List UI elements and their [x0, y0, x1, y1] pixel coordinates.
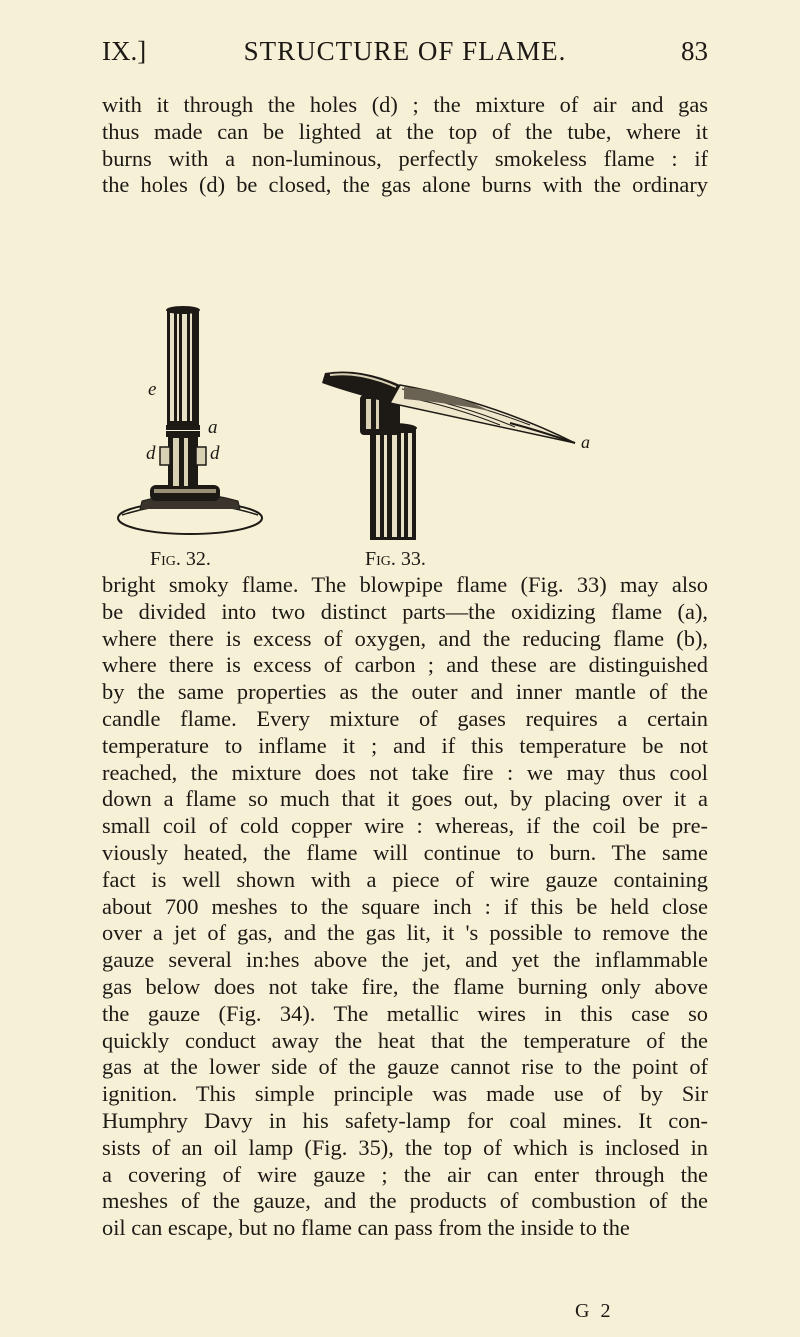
fig-32-label-d-left: d: [146, 443, 156, 464]
text-line: about 700 meshes to the square inch : if this be held close: [102, 893, 708, 919]
text-line: oil can escape, but no flame can pass from the inside to the: [102, 1215, 630, 1241]
chapter-number: IX.]: [102, 36, 147, 66]
fig-32-label-d-right: d: [210, 443, 220, 464]
text-line: burns with a non-luminous, perfectly smokeless flame : if: [102, 145, 708, 171]
text-line: fact is well shown with a piece of wire gauze containing: [102, 866, 708, 892]
text-line: by the same properties as the outer and inner mantle of the: [102, 679, 708, 705]
text-line: the holes (d) be closed, the gas alone burns with the ordinary: [102, 172, 708, 198]
text-line: a covering of wire gauze ; the air can enter through the: [102, 1161, 708, 1187]
paragraph-opening: [102, 92, 708, 199]
text-line: where there is excess of oxygen, and the reducing flame (b),: [102, 625, 708, 651]
fig-32-label-e: e: [148, 379, 157, 400]
page-number: 83: [681, 36, 708, 66]
text-line: gauze several in:hes above the jet, and yet the inflammable: [102, 947, 708, 973]
text-line: gas at the lower side of the gauze cannot rise to the point of: [102, 1054, 708, 1080]
text-line: small coil of cold copper wire : whereas, if the coil be pre-: [102, 813, 708, 839]
running-head: [102, 36, 708, 70]
text-line: sists of an oil lamp (Fig. 35), the top of which is inclosed in: [102, 1134, 708, 1160]
fig-32-label-a: a: [208, 417, 218, 438]
text-line: down a flame so much that it goes out, by placing over it a: [102, 786, 708, 812]
figures-row: [0, 303, 800, 573]
text-line: reached, the mixture does not take fire : we may thus cool: [102, 759, 708, 785]
text-line: thus made can be lighted at the top of the tube, where it: [102, 118, 708, 144]
text-line: the gauze (Fig. 34). The metallic wires in this case so: [102, 1000, 708, 1026]
text-line: be divided into two distinct parts—the oxidizing flame (a),: [102, 598, 708, 624]
text-line: candle flame. Every mixture of gases requires a certain: [102, 705, 708, 731]
text-line: ignition. This simple principle was made use of by Sir: [102, 1081, 708, 1107]
fig-33-blowpipe-flame-illustration: [300, 303, 600, 548]
running-title: STRUCTURE OF FLAME.: [243, 36, 567, 66]
fig-33-caption: Fig. 33.: [365, 548, 426, 570]
fig-33-label-a: a: [581, 432, 590, 452]
text-line: where there is excess of carbon ; and these are distinguished: [102, 652, 708, 678]
signature-mark: G 2: [575, 1300, 614, 1322]
fig-32-caption: Fig. 32.: [150, 548, 211, 570]
text-line: quickly conduct away the heat that the temperature of the: [102, 1027, 708, 1053]
text-line: over a jet of gas, and the gas lit, it 's possible to remove the: [102, 920, 708, 946]
text-line: with it through the holes (d) ; the mixture of air and gas: [102, 92, 708, 117]
text-line: gas below does not take fire, the flame burning only above: [102, 973, 708, 999]
text-line: Humphry Davy in his safety-lamp for coal mines. It con-: [102, 1107, 708, 1133]
fig-32-bunsen-burner-illustration: [80, 303, 280, 548]
text-line: meshes of the gauze, and the products of combustion of the: [102, 1188, 708, 1214]
paragraph-main: [102, 572, 708, 1242]
text-line: viously heated, the flame will continue to burn. The same: [102, 839, 708, 865]
text-line: bright smoky flame. The blowpipe flame (Fig. 33) may also: [102, 572, 708, 597]
text-line: temperature to inflame it ; and if this temperature be not: [102, 732, 708, 758]
